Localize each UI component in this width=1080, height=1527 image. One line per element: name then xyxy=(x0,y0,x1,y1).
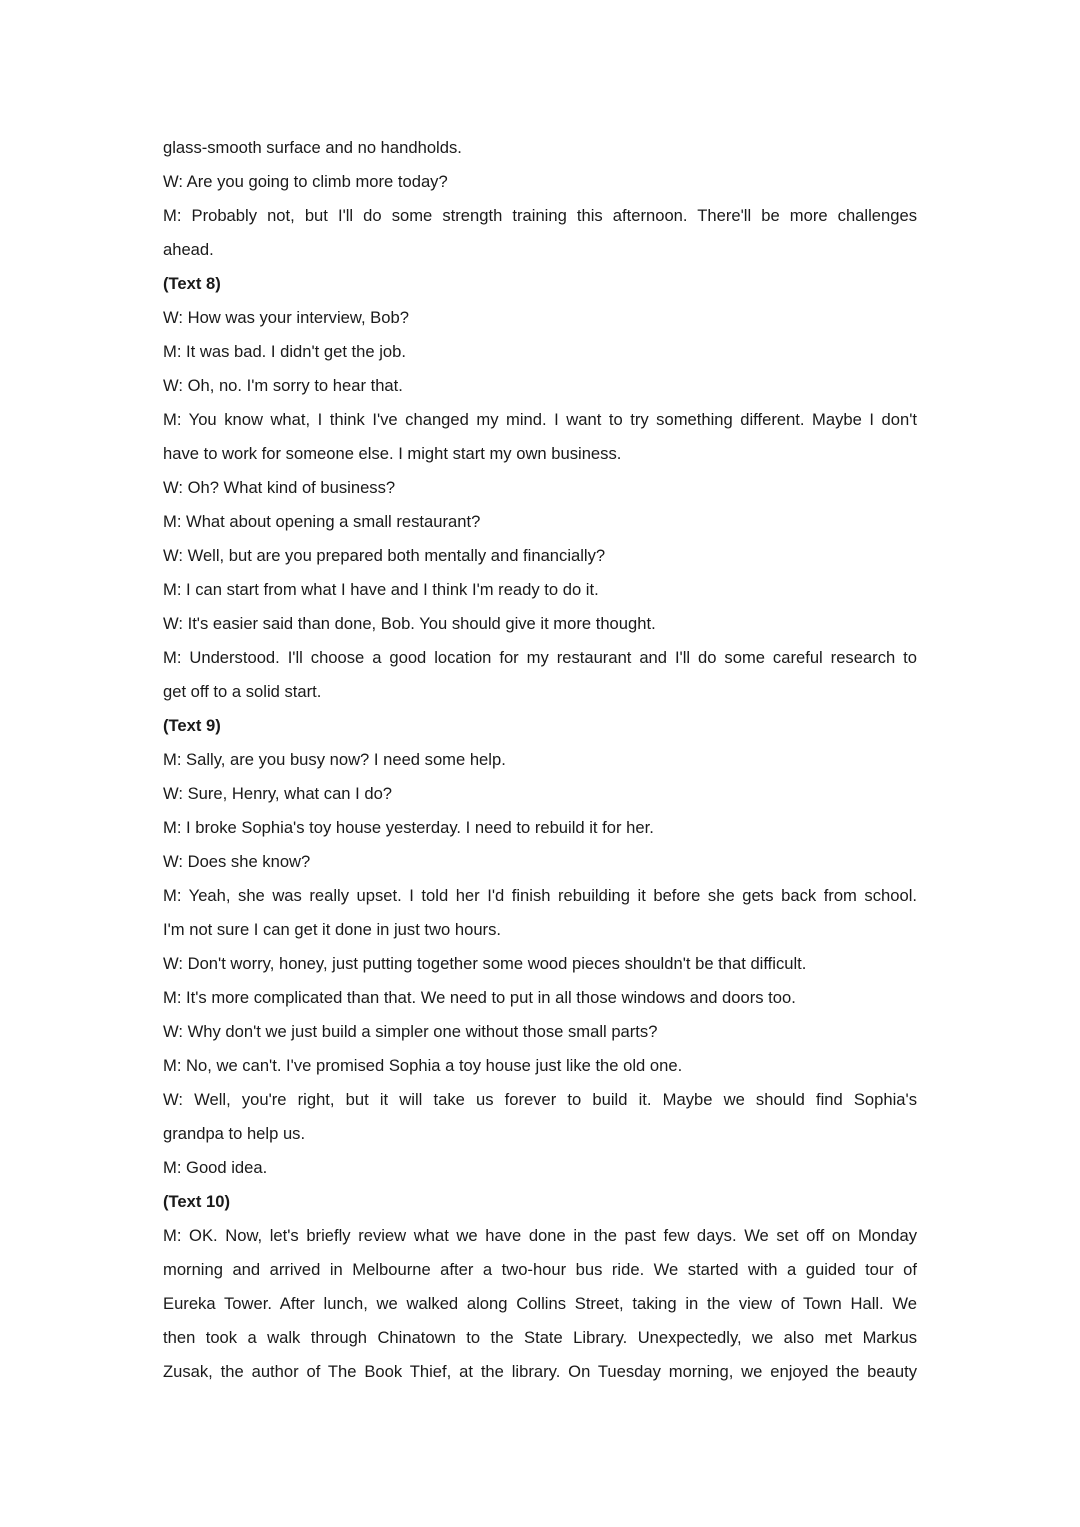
dialogue-line: ahead. xyxy=(163,240,214,259)
dialogue-line: M: It's more complicated than that. We need to put in all those windows and doors too. xyxy=(163,988,796,1007)
dialogue-line: W: Does she know? xyxy=(163,852,311,871)
section-heading: (Text 10) xyxy=(163,1192,231,1211)
dialogue-line: M: Understood. I'll choose a good location for my restaurant and I'll do some careful research to xyxy=(163,648,917,667)
dialogue-line: M: Good idea. xyxy=(163,1158,268,1177)
dialogue-line: Zusak, the author of The Book Thief, at the library. On Tuesday morning, we enjoyed the beauty xyxy=(163,1362,917,1381)
dialogue-line: M: OK. Now, let's briefly review what we have done in the past few days. We set off on Monday xyxy=(163,1226,917,1245)
dialogue-line: W: How was your interview, Bob? xyxy=(163,308,409,327)
dialogue-line: I'm not sure I can get it done in just two hours. xyxy=(163,920,501,939)
dialogue-line: M: Sally, are you busy now? I need some help. xyxy=(163,750,506,769)
transcript-body xyxy=(163,131,917,1389)
document-page xyxy=(163,131,917,1389)
dialogue-line: M: I can start from what I have and I think I'm ready to do it. xyxy=(163,580,599,599)
dialogue-line: morning and arrived in Melbourne after a two-hour bus ride. We started with a guided tour of xyxy=(163,1260,917,1279)
section-heading: (Text 8) xyxy=(163,274,221,293)
dialogue-line: W: It's easier said than done, Bob. You should give it more thought. xyxy=(163,614,656,633)
dialogue-line: glass-smooth surface and no handholds. xyxy=(163,138,462,157)
dialogue-line: get off to a solid start. xyxy=(163,682,322,701)
dialogue-line: M: You know what, I think I've changed my mind. I want to try something different. Maybe I don't xyxy=(163,410,917,429)
dialogue-line: W: Well, you're right, but it will take us forever to build it. Maybe we should find Sophia's xyxy=(163,1090,917,1109)
dialogue-line: W: Don't worry, honey, just putting together some wood pieces shouldn't be that difficult. xyxy=(163,954,807,973)
section-heading: (Text 9) xyxy=(163,716,221,735)
dialogue-line: have to work for someone else. I might start my own business. xyxy=(163,444,622,463)
dialogue-line: W: Oh? What kind of business? xyxy=(163,478,396,497)
dialogue-line: M: It was bad. I didn't get the job. xyxy=(163,342,406,361)
dialogue-line: M: Probably not, but I'll do some strength training this afternoon. There'll be more challenges xyxy=(163,206,917,225)
dialogue-line: W: Why don't we just build a simpler one without those small parts? xyxy=(163,1022,658,1041)
dialogue-line: then took a walk through Chinatown to the State Library. Unexpectedly, we also met Markus xyxy=(163,1328,917,1347)
dialogue-line: W: Are you going to climb more today? xyxy=(163,172,448,191)
dialogue-line: W: Well, but are you prepared both mentally and financially? xyxy=(163,546,606,565)
dialogue-line: W: Oh, no. I'm sorry to hear that. xyxy=(163,376,403,395)
dialogue-line: W: Sure, Henry, what can I do? xyxy=(163,784,393,803)
dialogue-line: M: What about opening a small restaurant? xyxy=(163,512,481,531)
dialogue-line: M: Yeah, she was really upset. I told her I'd finish rebuilding it before she gets back from school. xyxy=(163,886,917,905)
dialogue-line: grandpa to help us. xyxy=(163,1124,306,1143)
dialogue-line: M: I broke Sophia's toy house yesterday. I need to rebuild it for her. xyxy=(163,818,654,837)
dialogue-line: M: No, we can't. I've promised Sophia a toy house just like the old one. xyxy=(163,1056,683,1075)
dialogue-line: Eureka Tower. After lunch, we walked along Collins Street, taking in the view of Town Hall. We xyxy=(163,1294,917,1313)
